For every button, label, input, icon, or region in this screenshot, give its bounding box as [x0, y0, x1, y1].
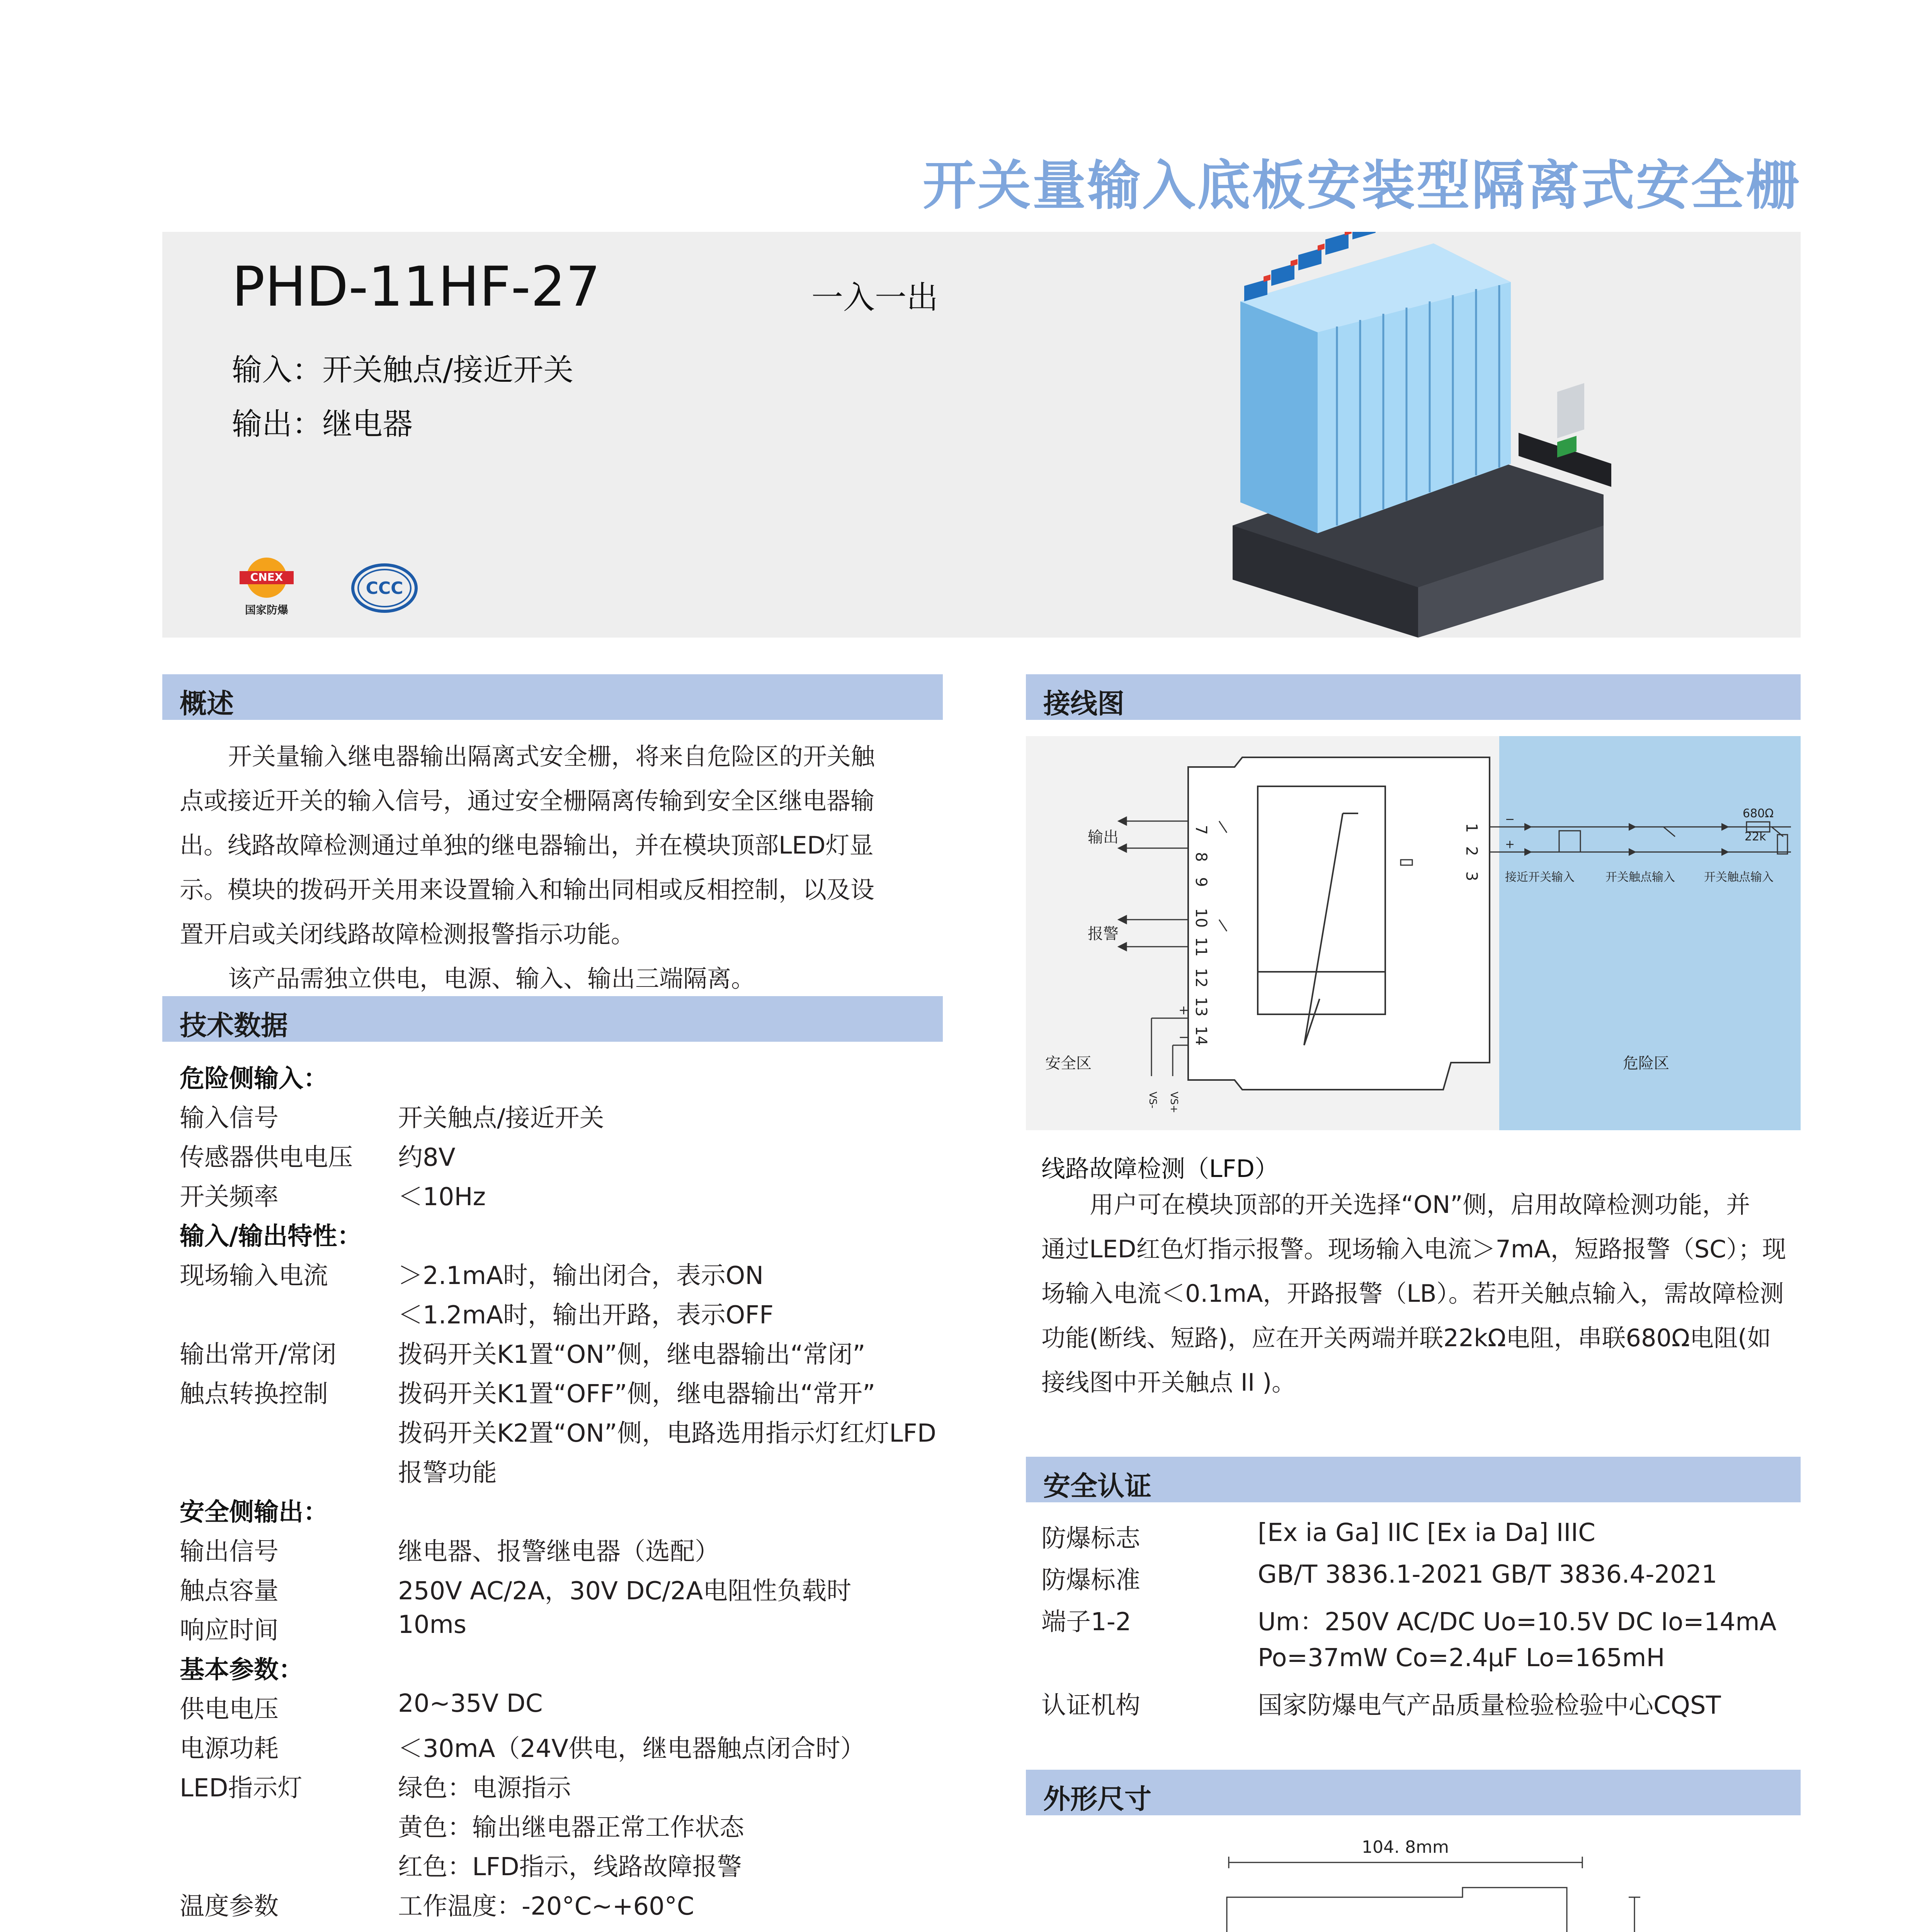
cert-row-value: Po=37mW Co=2.4μF Lo=165mH	[1258, 1644, 1665, 1672]
overview-line: 开关量输入继电器输出隔离式安全栅，将来自危险区的开关触	[228, 742, 875, 770]
tech-row-value: 20~35V DC	[398, 1689, 543, 1718]
input-contact-1-label: 开关触点输入	[1605, 871, 1675, 884]
tech-header	[162, 996, 943, 1042]
cnex-logo-text: CNEX	[250, 571, 283, 583]
plus-marker: −	[1505, 813, 1515, 826]
ccc-logo	[350, 562, 419, 614]
tech-row-label: 输入信号	[180, 1104, 279, 1133]
cert-row-label: 端子1-2	[1041, 1608, 1131, 1636]
product-photo	[1217, 232, 1650, 638]
safety-cert-header	[1026, 1457, 1801, 1502]
product-output: 输出：继电器	[232, 407, 413, 442]
tech-row-value: ＜10Hz	[398, 1183, 486, 1211]
lfd-title: 线路故障检测（LFD）	[1041, 1155, 1279, 1183]
cnex-logo-caption: 国家防爆	[245, 604, 289, 616]
width-dimension-label: 104. 8mm	[1362, 1837, 1449, 1857]
overview-line: 置开启或关闭线路故障检测报警指示功能。	[180, 920, 635, 948]
tech-row-label: 触点转换控制	[180, 1380, 328, 1408]
cert-row-value: GB/T 3836.1-2021 GB/T 3836.4-2021	[1258, 1560, 1718, 1589]
tech-row-value: 工作温度：-20°C~+60°C	[398, 1892, 694, 1921]
terminal-14: 14	[1192, 1026, 1210, 1046]
hazard-zone-label: 危险区	[1623, 1054, 1669, 1072]
tech-row-value: 250V AC/2A，30V DC/2A电阻性负载时	[398, 1577, 852, 1605]
page-title: 开关量输入底板安装型隔离式安全栅	[922, 155, 1801, 217]
vs-minus-label: VS-	[1147, 1092, 1158, 1109]
terminal-1: 1	[1463, 823, 1480, 833]
tech-row-label: 电源功耗	[180, 1735, 279, 1763]
tech-row-value: 开关触点/接近开关	[398, 1104, 604, 1133]
overview-title: 概述	[180, 688, 234, 719]
overview-text	[180, 734, 945, 1001]
cert-row-label: 防爆标准	[1041, 1566, 1140, 1595]
dimensions-title: 外形尺寸	[1043, 1783, 1151, 1815]
tech-row-label: 响应时间	[180, 1616, 279, 1645]
tech-row-label: 输出常开/常闭	[180, 1340, 337, 1369]
terminal-13: 13	[1192, 997, 1210, 1017]
terminal-11: 11	[1192, 937, 1210, 957]
tech-row-value: ＜1.2mA时，输出开路，表示OFF	[398, 1301, 774, 1330]
input-proximity-label: 接近开关输入	[1505, 871, 1575, 884]
tech-group-heading: 安全侧输出：	[180, 1498, 328, 1527]
tech-row-value: ＜30mA（24V供电，继电器触点闭合时）	[398, 1735, 865, 1763]
tech-row-value: 红色：LFD指示，线路故障报警	[398, 1853, 742, 1881]
input-contact-2-label: 开关触点输入	[1704, 871, 1774, 884]
tech-row-label: 供电电压	[180, 1695, 279, 1724]
ccc-logo-text: CCC	[366, 578, 403, 598]
terminal-7: 7	[1192, 825, 1210, 835]
lfd-line: 接线图中开关触点 II )。	[1041, 1368, 1296, 1396]
cert-row-label: 认证机构	[1041, 1691, 1140, 1720]
wiring-diagram	[1026, 736, 1801, 1130]
terminal-8: 8	[1192, 852, 1210, 862]
safety-cert-title: 安全认证	[1043, 1470, 1151, 1502]
minus-marker: +	[1505, 838, 1515, 851]
overview-line: 点或接近开关的输入信号，通过安全栅隔离传输到安全区继电器输	[180, 787, 875, 815]
tech-row-value: ＞2.1mA时，输出闭合，表示ON	[398, 1262, 764, 1290]
tech-row-label: 传感器供电电压	[180, 1143, 353, 1172]
terminal-10: 10	[1192, 908, 1210, 928]
tech-row-value: 10ms	[398, 1611, 467, 1639]
overview-header	[162, 674, 943, 720]
tech-row-value: 约8V	[398, 1143, 456, 1172]
tech-row-value: 拨码开关K1置“ON”侧，继电器输出“常闭”	[398, 1340, 866, 1369]
tech-group-heading: 危险侧输入：	[180, 1065, 328, 1093]
tech-row-value: 拨码开关K2置“ON”侧，电路选用指示灯红灯LFD	[398, 1419, 936, 1448]
dimension-drawing	[1026, 1824, 1801, 1932]
resistor-680-label: 680Ω	[1743, 807, 1774, 820]
tech-group-heading: 输入/输出特性：	[180, 1222, 362, 1251]
tech-row-label: 开关频率	[180, 1183, 279, 1211]
tech-row-value: 黄色：输出继电器正常工作状态	[398, 1813, 744, 1842]
product-channels: 一入一出	[811, 279, 939, 316]
alarm-label: 报警	[1088, 925, 1119, 943]
tech-row-label: LED指示灯	[180, 1774, 303, 1803]
cnex-logo	[238, 556, 296, 620]
cert-row-value: [Ex ia Ga] IIC [Ex ia Da] IIIC	[1258, 1519, 1595, 1547]
terminal-12: 12	[1192, 968, 1210, 988]
overview-line: 该产品需独立供电，电源、输入、输出三端隔离。	[228, 964, 755, 993]
cert-row-label: 防爆标志	[1041, 1524, 1140, 1553]
tech-row-value: 继电器、报警继电器（选配）	[398, 1537, 719, 1566]
tech-row-value: 拨码开关K1置“OFF”侧，继电器输出“常开”	[398, 1380, 876, 1408]
terminal-3: 3	[1463, 871, 1480, 881]
overview-line: 出。线路故障检测通过单独的继电器输出，并在模块顶部LED灯显	[180, 831, 874, 859]
product-model: PHD-11HF-27	[232, 255, 601, 319]
lfd-line: 功能(断线、短路)，应在开关两端并联22kΩ电阻，串联680Ω电阻(如	[1041, 1324, 1771, 1352]
product-input: 输入：开关触点/接近开关	[232, 353, 574, 388]
lfd-text	[1041, 1182, 1799, 1405]
tech-row-label: 输出信号	[180, 1537, 279, 1566]
wiring-title: 接线图	[1043, 688, 1124, 719]
tech-row-label: 现场输入电流	[180, 1262, 328, 1290]
terminal-9: 9	[1192, 877, 1210, 887]
module-outline	[1188, 757, 1490, 1090]
power-plus: +	[1179, 1003, 1189, 1017]
tech-row-value: 报警功能	[398, 1459, 497, 1487]
resistor-22k-label: 22k	[1745, 830, 1766, 844]
output-label: 输出	[1088, 828, 1119, 846]
vs-plus-label: VS+	[1168, 1092, 1180, 1114]
overview-line: 示。模块的拨码开关用来设置输入和输出同相或反相控制，以及设	[180, 876, 875, 904]
lfd-line: 用户可在模块顶部的开关选择“ON”侧，启用故障检测功能，并	[1090, 1190, 1750, 1219]
tech-title: 技术数据	[180, 1010, 288, 1041]
lfd-line: 通过LED红色灯指示报警。现场输入电流＞7mA，短路报警（SC）；现	[1041, 1235, 1786, 1263]
safe-zone-label: 安全区	[1045, 1054, 1092, 1072]
terminal-2: 2	[1463, 846, 1480, 856]
tech-row-value: 绿色：电源指示	[398, 1774, 571, 1803]
tech-group-heading: 基本参数：	[180, 1656, 303, 1684]
power-minus: −	[1179, 1030, 1189, 1044]
dimensions-header	[1026, 1770, 1801, 1815]
tech-row-label: 触点容量	[180, 1577, 279, 1605]
cert-row-value: Um：250V AC/DC Uo=10.5V DC Io=14mA	[1258, 1608, 1777, 1636]
wiring-header	[1026, 674, 1801, 720]
tech-row-label: 温度参数	[180, 1892, 279, 1921]
tech-row-value	[398, 1926, 694, 1932]
cert-row-value: 国家防爆电气产品质量检验检验中心CQST	[1258, 1691, 1721, 1720]
lfd-line: 场输入电流＜0.1mA，开路报警（LB）。若开关触点输入，需故障检测	[1041, 1279, 1784, 1308]
